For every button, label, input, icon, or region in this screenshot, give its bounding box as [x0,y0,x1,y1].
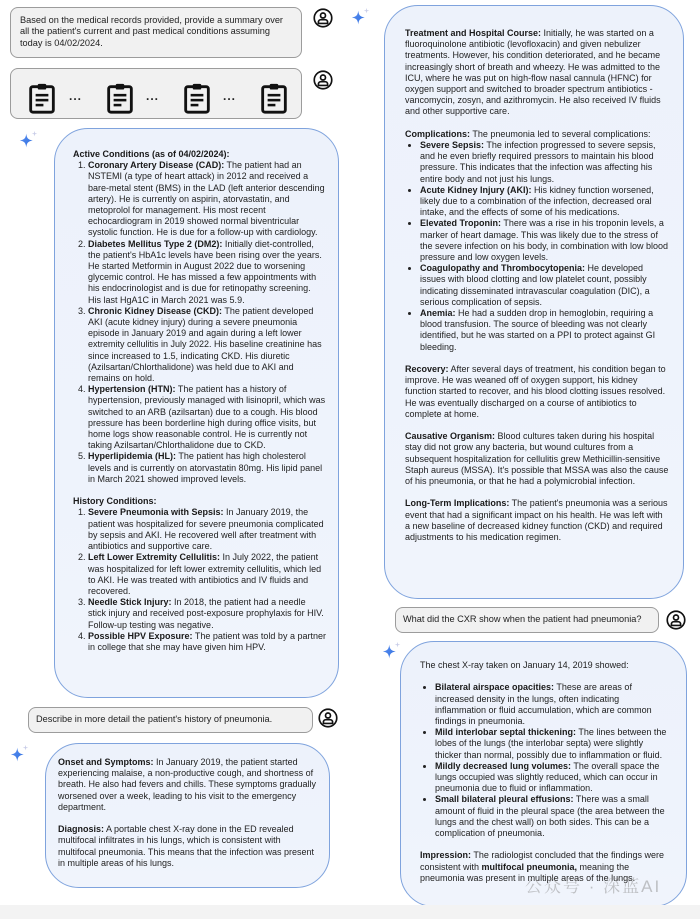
active-condition-item [88,451,326,485]
ellipsis: ... [223,89,237,103]
treatment-text: Initially, he was started on a fluoroquinolone antibiotic (levofloxacin) and given nebulizer treatments. However, his condition deteriorated, and he became increasingly short of breath and wheezy. He was admitted to the ICU, where he was put on high-flow nasal cannula (HFNC) for oxygen support and switched to broader spectrum antibiotics - vancomycin, zosyn, and azithromycin. He also received IV fluids and other supportive care. [405,28,661,117]
cxr-finding-item-title: Mild interlobar septal thickening: [435,727,577,738]
history-conditions-heading: History Conditions: [73,496,157,507]
history-condition-item [88,552,326,597]
response-pneumonia-part2 [384,5,684,599]
cxr-finding-item-text: The overall space the lungs occupied was slightly reduced, which can occur in pneumonia due to fluid or inflammation. [435,760,660,794]
active-condition-item [88,306,326,384]
user-message-text: Based on the medical records provided, provide a summary over all the patient's current and past medical conditions assuming today is 04/02/2024. [20,15,283,48]
ellipsis: ... [146,89,160,103]
active-condition-item-text: The patient had an NSTEMI (a type of heart attack) in 2012 and received a bare-metal stent (BMS) in the LAD (left anterior descending artery). He is currently on aspirin, atorvastatin, and metoprolol for management. His most recent echocardiogram in 2019 showed normal biventricular systolic function. He is due for a follow-up with cardiology. [88,160,325,238]
active-condition-item-title: Coronary Artery Disease (CAD): [88,160,225,171]
history-condition-item [88,507,326,552]
user-message-cxr-question [395,607,659,633]
active-condition-item [88,160,326,238]
active-condition-item-title: Hyperlipidemia (HL): [88,451,177,462]
user-message-summary-request [10,7,302,58]
history-condition-item-text: The patient was told by a partner in college that she may have given him HPV. [88,630,326,652]
longterm-text: The patient's pneumonia was a serious event that had a significant impact on his health. He was left with a new baseline of decreased kidney function (CKD) and required adjustments to his medication regimen. [405,498,668,543]
treatment-paragraph [405,28,669,118]
cxr-finding-item-title: Bilateral airspace opacities: [435,682,555,693]
history-condition-item-text: In 2018, the patient had a needle stick injury and received post-exposure prophylaxis for HIV. Follow-up testing was negative. [88,597,324,630]
complication-item-text: He had a sudden drop in hemoglobin, requiring a blood transfusion. The source of bleeding was not clearly identified, but he was started on a PPI to protect against GI bleeding. [420,308,656,352]
cxr-finding-item-title: Small bilateral pleural effusions: [435,794,574,805]
active-conditions-list [73,160,326,485]
complication-item-title: Anemia: [420,308,456,319]
onset-title: Onset and Symptoms: [58,757,154,767]
recovery-paragraph [405,364,669,420]
history-condition-item-text: In January 2019, the patient was hospitalized for severe pneumonia complicated by sepsis and AKI. He recovered well after treatment with antibiotics and supportive care. [88,507,324,552]
complications-title: Complications: [405,128,471,139]
active-condition-item-title: Hypertension (HTN): [88,384,176,395]
history-condition-item [88,631,326,653]
user-avatar-icon [313,70,333,90]
complication-item [420,140,669,185]
response-conditions-summary [54,128,339,698]
bottom-band [0,905,700,919]
cxr-intro: The chest X-ray taken on January 14, 2019 showed: [420,660,629,670]
active-condition-item-title: Chronic Kidney Disease (CKD): [88,305,223,316]
complication-item [420,218,669,263]
cxr-finding-item-text: The lines between the lobes of the lungs (the interlobar septa) were slightly thicker than normal, possibly due to inflammation or fluid. [435,727,667,760]
history-condition-item-title: Possible HPV Exposure: [88,630,193,641]
history-conditions-list [73,507,326,653]
impression-text: The radiologist concluded that the findings were consistent with [420,850,664,872]
cxr-finding-item-text: These are areas of increased density in the lungs, often indicating inflammation or fluid accumulation, which are common findings in pneumonia. [435,682,652,726]
gemini-star-icon [9,744,31,766]
recovery-title: Recovery: [405,364,449,375]
cxr-findings-list [420,682,672,839]
diagnosis-text: A portable chest X-ray done in the ED revealed multifocal infiltrates in his lungs, which is consistent with multifocal pneumonia. This means that the infection was present in multiple areas of his lungs. [58,824,314,868]
user-message-attachments [10,68,302,119]
active-condition-item-text: The patient developed AKI (acute kidney injury) during a severe pneumonia episode in January 2019 and again during a left lower extremity cellulitis in July 2022. His baseline creatinine has since increased to 1.5, indicating CKD. His diuretic (Azilsartan/Chlorthalidone) was held due to AKI and remains on hold. [88,305,322,384]
complication-item-title: Coagulopathy and Thrombocytopenia: [420,263,586,274]
diagnosis-title: Diagnosis: [58,824,105,835]
clipboard-document-icon[interactable] [25,81,59,115]
onset-text: In January 2019, the patient started experiencing malaise, a non-productive cough, and shortness of breath. He also had fevers and chills. These symptoms gradually worsened over a week, leading to his visit to the emergency department. [58,757,316,812]
gemini-star-icon [381,641,403,663]
user-message-pneumonia-history [28,707,313,733]
history-condition-item-title: Severe Pneumonia with Sepsis: [88,507,224,518]
treatment-title: Treatment and Hospital Course: [405,28,542,38]
clipboard-document-icon[interactable] [180,81,214,115]
active-condition-item-text: The patient has a history of hypertension, previously managed with lisinopril, which was switched to an ARB (azilsartan) due to a cough. His blood pressure has been borderline high during office visits, but home logs show reasonable control. He is currently not taking Azilsartan/Chlorthalidone due to CKD. [88,384,326,451]
user-avatar-icon [318,708,338,728]
longterm-title: Long-Term Implications: [405,498,510,509]
organism-title: Causative Organism: [405,431,496,442]
diagnosis-paragraph [58,824,319,869]
cxr-finding-item [435,727,672,761]
history-condition-item [88,597,326,631]
complication-item-text: There was a rise in his troponin levels, a marker of heart damage. This was likely due to the stress of the severe infection on his body, in combination with low blood pressure and low oxygen levels. [420,218,668,263]
onset-paragraph [58,757,319,813]
impression-text-end: meaning the pneumonia was present in multiple areas of the lungs. [420,861,636,883]
complication-item-title: Elevated Troponin: [420,218,502,229]
impression-diagnosis: multifocal pneumonia, [481,861,578,872]
active-condition-item-title: Diabetes Mellitus Type 2 (DM2): [88,238,223,249]
active-condition-item-text: The patient has high cholesterol levels and is currently on atorvastatin 80mg. His lipid panel in March 2021 showed improved levels. [88,451,323,484]
watermark: 公众号 · 深蓝AI [525,877,662,896]
gemini-star-icon [18,130,40,152]
active-condition-item-text: Initially diet-controlled, the patient's HbA1c levels have been rising over the years. He started Metformin in August 2022 due to worsening glycemic control. He has missed a few appointments with his endocrinologist and is due for retinopathy screening. His last HgA1C in March 2021 was 5.9. [88,238,322,305]
cxr-finding-item [435,761,672,795]
user-message-text: What did the CXR show when the patient had pneumonia? [403,614,642,624]
active-condition-item [88,239,326,306]
complication-item-text: His kidney function worsened, likely due to a combination of the infection, decreased oral intake, and the effects of some of his medications. [420,184,654,218]
longterm-paragraph [405,498,669,543]
complication-item [420,263,669,308]
user-avatar-icon [313,8,333,28]
complications-list [405,140,669,353]
active-conditions-heading: Active Conditions (as of 04/02/2024): [73,149,230,159]
impression-title: Impression: [420,850,472,861]
cxr-finding-item [435,682,672,727]
response-pneumonia-part1 [45,743,330,888]
gemini-star-icon [350,7,372,29]
complication-item-title: Acute Kidney Injury (AKI): [420,184,532,195]
cxr-finding-item [435,794,672,839]
user-avatar-icon [666,610,686,630]
organism-paragraph [405,431,669,487]
complications-text: The pneumonia led to several complications: [470,128,651,139]
clipboard-document-icon[interactable] [103,81,137,115]
complication-item [420,185,669,219]
complication-item-text: The infection progressed to severe sepsis, and he even briefly required pressors to maintain his blood pressure. This indicates that the infection was affecting his entire body and not just his lungs. [420,140,656,184]
complication-item-title: Severe Sepsis: [420,140,485,151]
cxr-finding-item-text: There was a small amount of fluid in the pleural space (the area between the lungs and the chest wall) on both sides. This can be a complication of pneumonia. [435,794,665,839]
history-condition-item-title: Needle Stick Injury: [88,597,172,608]
response-cxr-findings [400,641,687,907]
user-message-text: Describe in more detail the patient's history of pneumonia. [36,714,273,724]
clipboard-document-icon[interactable] [257,81,291,115]
complication-item [420,308,669,353]
history-condition-item-text: In July 2022, the patient was hospitalized for left lower extremity cellulitis, which led to AKI. He was treated with antibiotics and IV fluids and recovered. [88,552,322,596]
history-condition-item-title: Left Lower Extremity Cellulitis: [88,552,221,563]
cxr-finding-item-title: Mildly decreased lung volumes: [435,760,572,771]
complications-paragraph [405,129,669,140]
ellipsis: ... [69,89,83,103]
organism-text: Blood cultures taken during his hospital stay did not grow any bacteria, but wound cultures from a subsequent hospitalization for cellulitis grew Methicillin-sensitive Staph aureus (MSSA). It's possible that MSSA was also the cause of his pneumonia, or that he had a polymicrobial infection. [405,431,669,487]
complication-item-text: He developed issues with blood clotting and low platelet count, possibly indicating disseminated intravascular coagulation (DIC), a serious complication of sepsis. [420,263,650,307]
recovery-text: After several days of treatment, his condition began to improve. He was weaned off of oxygen support, his kidney function started to recover, and his blood clotting issues resolved. He was eventually discharged on a course of antibiotics to complete at home. [405,364,666,419]
active-condition-item [88,384,326,451]
